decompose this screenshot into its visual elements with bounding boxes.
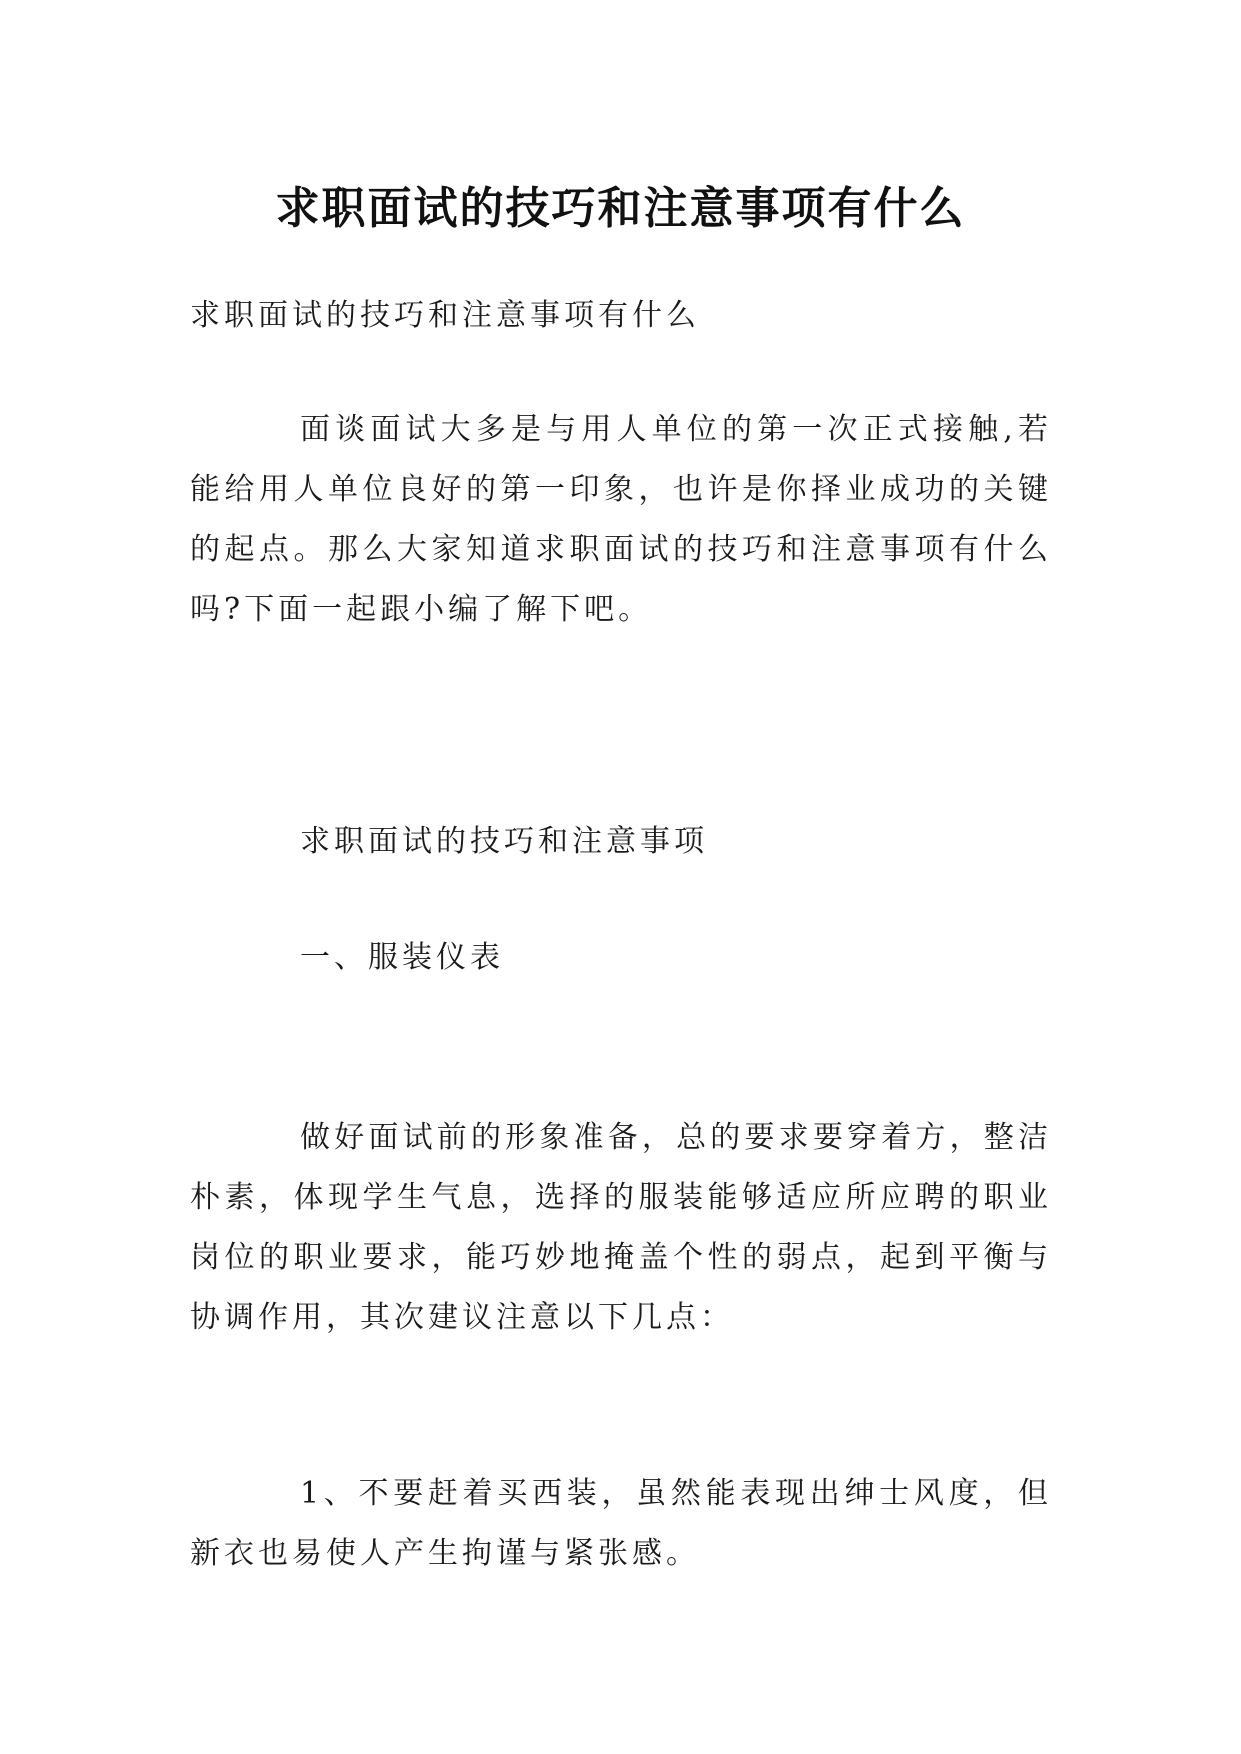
section-one-heading: 一、服装仪表 <box>300 940 504 975</box>
section-heading: 求职面试的技巧和注意事项 <box>300 824 708 859</box>
document-title: 求职面试的技巧和注意事项有什么 <box>275 183 966 235</box>
document-subtitle: 求职面试的技巧和注意事项有什么 <box>190 298 700 333</box>
intro-paragraph: 面谈面试大多是与用人单位的第一次正式接触,若能给用人单位良好的第一印象，也许是你择业成功的关键的起点。那么大家知道求职面试的技巧和注意事项有什么吗?下面一起跟小编了解下吧。 <box>190 412 1052 627</box>
dress-paragraph: 做好面试前的形象准备，总的要求要穿着方，整洁朴素，体现学生气息，选择的服装能够适应所应聘的职业岗位的职业要求，能巧妙地掩盖个性的弱点，起到平衡与协调作用，其次建议注意以下几点： <box>190 1120 1052 1335</box>
list-item-one: 1、不要赶着买西装，虽然能表现出绅士风度，但新衣也易使人产生拘谨与紧张感。 <box>190 1476 1052 1571</box>
